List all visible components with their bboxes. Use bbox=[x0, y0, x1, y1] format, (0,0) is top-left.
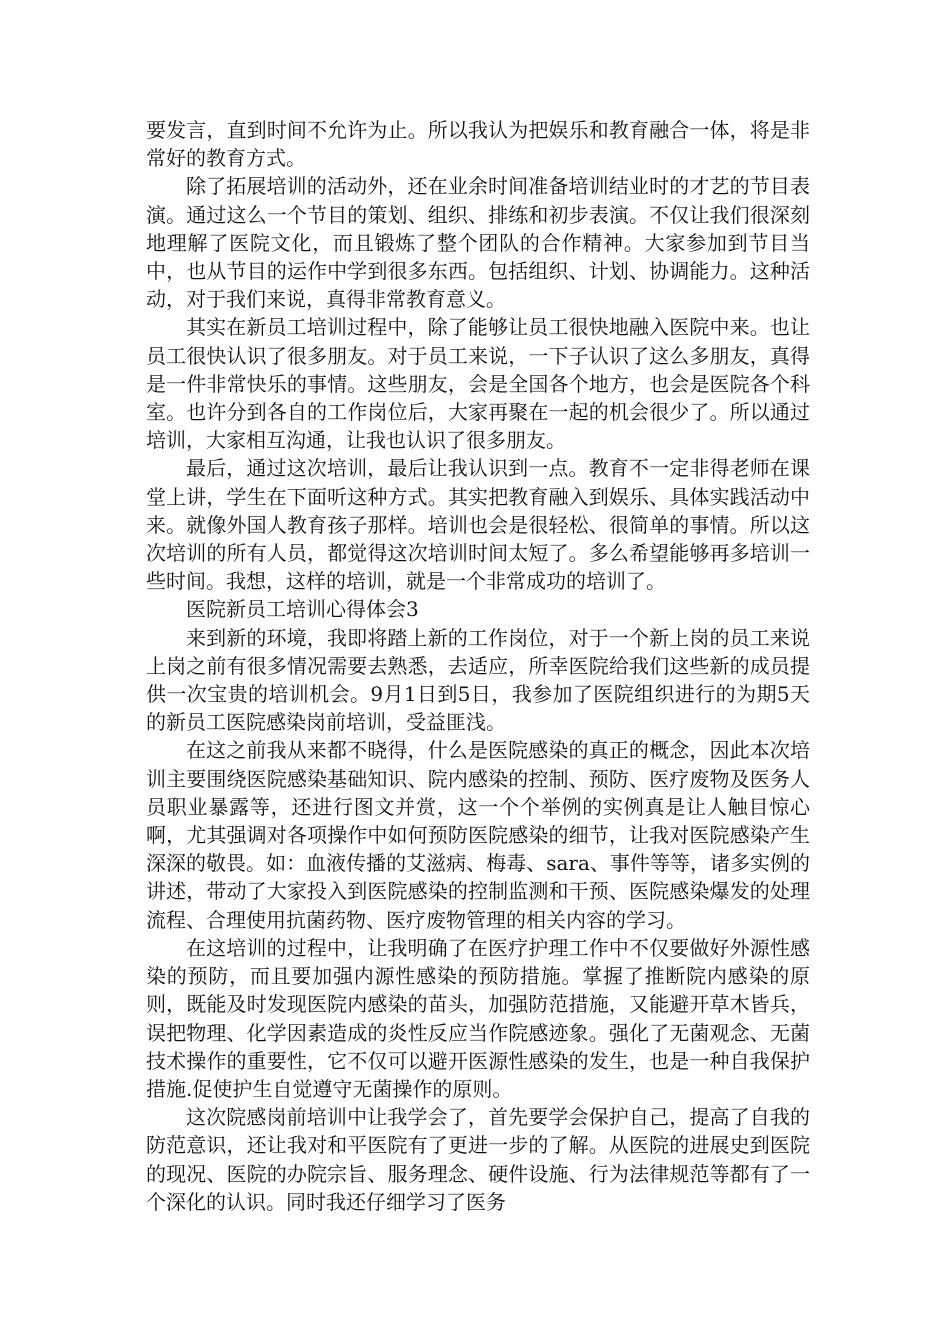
paragraph: 要发言，直到时间不允许为止。所以我认为把娱乐和教育融合一体，将是非常好的教育方式。 bbox=[146, 118, 810, 171]
paragraph: 在这培训的过程中，让我明确了在医疗护理工作中不仅要做好外源性感染的预防，而且要加强内源性感染的预防措施。掌握了推断院内感染的原则，既能及时发现医院内感染的苗头，加强防范措施，又能避开草木皆兵，误把物理、化学因素造成的炎性反应当作院感迹象。强化了无菌观念、无菌技术操作的重要性，它不仅可以避开医源性感染的发生，也是一种自我保护措施.促使护生自觉遵守无菌操作的原则。 bbox=[146, 935, 810, 1101]
paragraph: 除了拓展培训的活动外，还在业余时间准备培训结业时的才艺的节目表演。通过这么一个节目的策划、组织、排练和初步表演。不仅让我们很深刻地理解了医院文化，而且锻炼了整个团队的合作精神。大家参加到节目当中，也从节目的运作中学到很多东西。包括组织、计划、协调能力。这种活动，对于我们来说，真得非常教育意义。 bbox=[146, 174, 810, 312]
paragraph: 来到新的环境，我即将踏上新的工作岗位，对于一个新上岗的员工来说上岗之前有很多情况需要去熟悉，去适应，所幸医院给我们这些新的成员提供一次宝贵的培训机会。9月1日到5日，我参加了医院组织进行的为期5天的新员工医院感染岗前培训，受益匪浅。 bbox=[146, 625, 810, 735]
document-page bbox=[146, 116, 810, 1216]
paragraph: 其实在新员工培训过程中，除了能够让员工很快地融入医院中来。也让员工很快认识了很多朋友。对于员工来说，一下子认识了这么多朋友，真得是一件非常快乐的事情。这些朋友，会是全国各个地方，也会是医院各个科室。也许分到各自的工作岗位后，大家再聚在一起的机会很少了。所以通过培训，大家相互沟通，让我也认识了很多朋友。 bbox=[146, 315, 810, 453]
paragraph: 在这之前我从来都不晓得，什么是医院感染的真正的概念，因此本次培训主要围绕医院感染基础知识、院内感染的控制、预防、医疗废物及医务人员职业暴露等，还进行图文并赏，这一个个举例的实例真是让人触目惊心啊，尤其强调对各项操作中如何预防医院感染的细节，让我对医院感染产生深深的敬畏。如：血液传播的艾滋病、梅毒、sara、事件等等，诸多实例的讲述，带动了大家投入到医院感染的控制监测和干预、医院感染爆发的处理流程、合理使用抗菌药物、医疗废物管理的相关内容的学习。 bbox=[146, 738, 810, 932]
section-heading: 医院新员工培训心得体会3 bbox=[186, 597, 419, 622]
paragraph: 这次院感岗前培训中让我学会了，首先要学会保护自己，提高了自我的防范意识，还让我对和平医院有了更进一步的了解。从医院的进展史到医院的现况、医院的办院宗旨、服务理念、硬件设施、行为法律规范等都有了一个深化的认识。同时我还仔细学习了医务 bbox=[146, 1105, 810, 1214]
paragraph: 最后，通过这次培训，最后让我认识到一点。教育不一定非得老师在课堂上讲，学生在下面听这种方式。其实把教育融入到娱乐、具体实践活动中来。就像外国人教育孩子那样。培训也会是很轻松、很简单的事情。所以这次培训的所有人员，都觉得这次培训时间太短了。多么希望能够再多培训一些时间。我想，这样的培训，就是一个非常成功的培训了。 bbox=[146, 456, 810, 594]
